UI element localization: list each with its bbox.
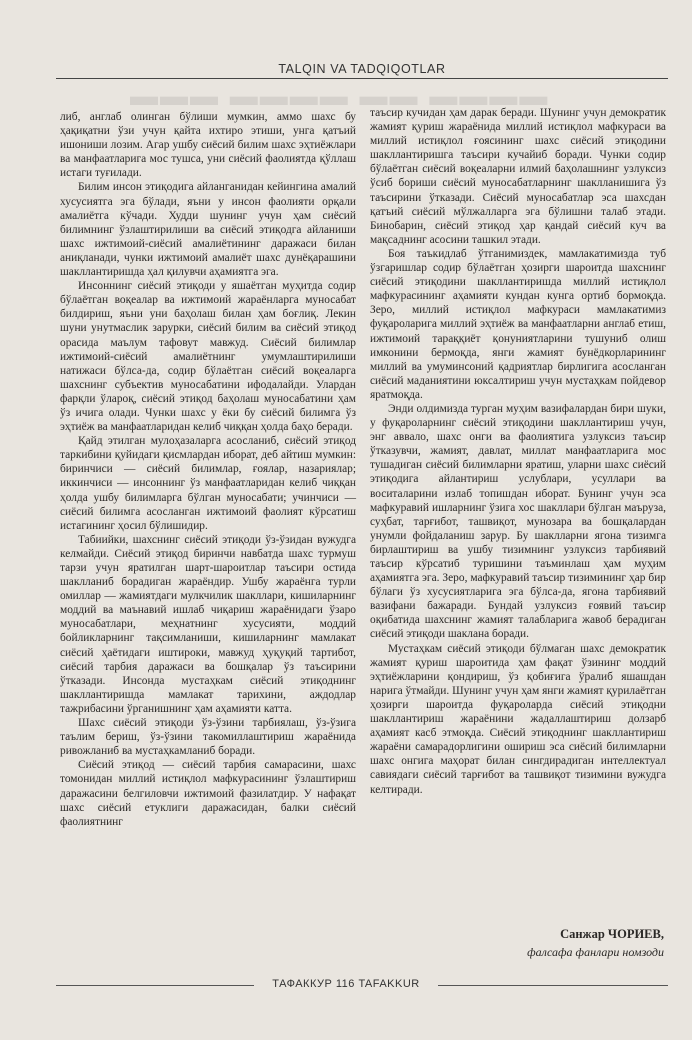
paragraph: Мустаҳкам сиёсий этиқоди бўлмаган шахс демократик жамият қуриш шароитида ҳам фақат ўзининг моддий эҳтиёжларини қондириш, ўз қобиғига ўралиб яшашдан нарига ўтмайди. Шунинг учун ҳам янги жамият қурилаётган ҳозирги шароитда фуқароларда сиёсий этиқодни шакллантириш жараёнини жадаллаштириш долзарб аҳамият касб этмоқда. Сиёсий этиқоднинг шакллантириш жараёни самарадорлигини ошириш эса сиёсий билимларни шахс онгига маҳорат билан сингдирадиган интеллектуал савиядаги сиёсий тарғибот ва ташвиқот тизимини вужудга келтиради.: [370, 642, 666, 796]
running-header: TALQIN VA TADQIQOTLAR: [278, 62, 446, 76]
paragraph: Билим инсон этиқодига айланганидан кейингина амалий хусусиятга эга бўлади, яъни у инсон фаолияти орқали амалиётга кўчади. Худди шунинг учун ҳам сиёсий билимнинг ўзлаштирилиши ва сиёсий этиқодга айланиши шахс ижтимоий-сиёсий амалиётининг даражаси билан аниқланади, чунки ижтимоий амалиёт шахс дунёқарашини шакллантиришда ҳал қилувчи аҳамиятга эга.: [60, 181, 356, 279]
paragraph: Табиийки, шахснинг сиёсий этиқоди ўз-ўзидан вужудга келмайди. Сиёсий этиқод биринчи навбатда шахс турмуш тарзи учун яратилган шарт-шароитлар таъсири остида шаклланиб борадиган жараёндир. Ушбу жараёнга турли омиллар — жамиятдаги мулкчилик шакллари, кишиларнинг моддий ва маънавий ишлаб чиқариш жараёнидаги ўзаро муносабатлари, меҳнатнинг хусусияти, моддий бойликларнинг тақсимланиши, кишиларнинг мамлакат сиёсий ҳаётидаги иштироки, мавжуд ҳуқуқий тартибот, сиёсий тарбия даражаси ва бошқалар ўз таъсирини ўтказади. Инсонда мустаҳкам сиёсий этиқоднинг шакллантиришда мамлакат тарихини, аждодлар тажрибасини ўрганишнинг ҳам аҳамияти катта.: [60, 533, 356, 715]
bleed-through-mark: ▬▬▬ ▬▬▬▬ ▬▬ ▬▬▬▬: [130, 80, 550, 111]
paragraph: таъсир кучидан ҳам дарак беради. Шунинг учун демократик жамият қуриш жараёнида миллий истиқлол мафкураси ва миллий истиқлол ғоясининг шахс сиёсий этиқодини шакллантиришга таъсири кучайиб боради. Чунки содир бўлаётган сиёсий воқеаларни илмий баҳолашнинг узлуксиз ўсиб бориши сиёсий муносабатларнинг шаклланишига ўз таъсирини ўтказади. Сиёсий муносабатлар эса шахсдан қатъий сиёсий мўлжалларга эга бўлишни талаб этади. Бинобарин, сиёсий этиқод ҳар қандай сиёсий куч ва мақсаднинг асосини ташкил этади.: [370, 107, 666, 246]
paragraph: либ, англаб олинган бўлиши мумкин, аммо шахс бу ҳақиқатни ўзи учун қайта ихтиро этиши, унга қатъий ишониши лозим. Агар ушбу сиёсий билим шахс эҳтиёжлари ва манфаатларига мос тушса, уни сиёсий фаолиятда қўллаш истаги туғилади.: [60, 111, 356, 180]
footer-rule-right: [438, 985, 668, 986]
author-title: фалсафа фанлари номзоди: [527, 945, 664, 959]
paragraph: Инсоннинг сиёсий этиқоди у яшаётган муҳитда содир бўлаётган воқеалар ва ижтимоий жараёнларга муносабат билдириш, яъни уни баҳолаш билан ҳам боғлиқ. Лекин шуни унутмаслик зарурки, сиёсий билим ва сиёсий этиқод орасида маълум тафовут мавжуд. Сиёсий билимлар ижтимоий-сиёсий амалиётнинг умумлаштирилиши натижаси бўлса-да, содир бўлаётган сиёсий воқеаларга шахснинг субъектив муносабатини ифодалайди. Улардан фарқли ўлароқ, сиёсий этиқод баҳолаш муносабатини ҳам ўз ичига олади. Чунки шахс у ёки бу сиёсий билимга ўз эҳтиёж ва манфаатларидан келиб чиққан ҳолда баҳо беради.: [60, 280, 356, 434]
paragraph: Энди олдимизда турган муҳим вазифалардан бири шуки, у фуқароларнинг сиёсий этиқодини шакллантириш учун, энг аввало, шахс онги ва фаолиятига узлуксиз таъсир ўтказувчи, жамият, давлат, миллат манфаатларига мос тушадиган сиёсий билимларни яратиш, уларни шахс сиёсий этиқодига айлантириш услублари, усуллари ва воситаларини излаб топишдан иборат. Бунинг учун эса мафкуравий ишларнинг ўзига хос шакллари бўлган маъруза, суҳбат, тарғибот, ташвиқот, мунозара ва бошқалардан унумли фойдаланиш зарур. Бу шаклларни ягона тизимга бирлаштириш ва ушбу тизимнинг узлуксиз тарбиявий таъсир кўрсатиб туришини таъминлаш ҳам муҳим аҳамиятга эга. Зеро, мафкуравий таъсир тизимининг ҳар бир бўлаги ўз хусусиятларига эга бўлса-да, ягона тарбиявий вазифани бажаради. Бундай узлуксиз ғоявий таъсир оқибатида шахснинг жамият талабларига жавоб берадиган сиёсий этиқоди шаклана боради.: [370, 402, 666, 641]
paragraph: Қайд этилган мулоҳазаларга асосланиб, сиёсий этиқод таркибини қуйидаги қисмлардан иборат, деб айтиш мумкин: биринчиси — сиёсий билимлар, ғоялар, назариялар; иккинчиси — инсоннинг ўз манфаатларидан келиб чиққан ҳолда ушбу билимларга бўлган муносабати; учинчиси — сиёсий билимга асосланган ижтимоий фаолият кўрсатиш истагининг ҳосил бўлишидир.: [60, 435, 356, 532]
left-column: [60, 110, 356, 829]
paragraph: Шахс сиёсий этиқоди ўз-ўзини тарбиялаш, ўз-ўзига таълим бериш, ўз-ўзини такомиллаштириш жараёнида ривожланиб ва мустаҳкамланиб боради.: [60, 717, 356, 758]
paragraph: Боя таъкидлаб ўтганимиздек, мамлакатимизда туб ўзгаришлар содир бўлаётган ҳозирги шароитда шахснинг сиёсий этиқодини шакллантиришда миллий истиқлол мафкурасининг аҳамияти кундан кунга ортиб бормоқда. Зеро, миллий истиқлол мафкураси мамлакатимиз фуқароларига миллий эҳтиёж ва манфаатларни англаб етиш, ижтимоий тараққиёт қонуниятларини тушуниб олиш имконини бермоқда, янги жамият бунёдкорларининг миллий ва умуминсоний қадриятлар бирлигига асосланган сиёсий маданиятини юксалтириш учун мустаҳкам пойдевор яратмоқда.: [370, 247, 666, 401]
paragraph: Сиёсий этиқод — сиёсий тарбия самарасини, шахс томонидан миллий истиқлол мафкурасининг ўзлаштириш даражасини белгиловчи ижтимоий фазилатдир. У нафақат шахс сиёсий етуклиги даражасидан, балки сиёсий фаолиятнинг: [60, 759, 356, 828]
author-name: Санжар ЧОРИЕВ,: [560, 927, 664, 941]
right-column: [370, 106, 666, 797]
page-footer: ТАФАККУР 116 TAFAKKUR: [272, 978, 420, 990]
author-signature: [527, 925, 664, 961]
header-rule: [56, 78, 668, 79]
